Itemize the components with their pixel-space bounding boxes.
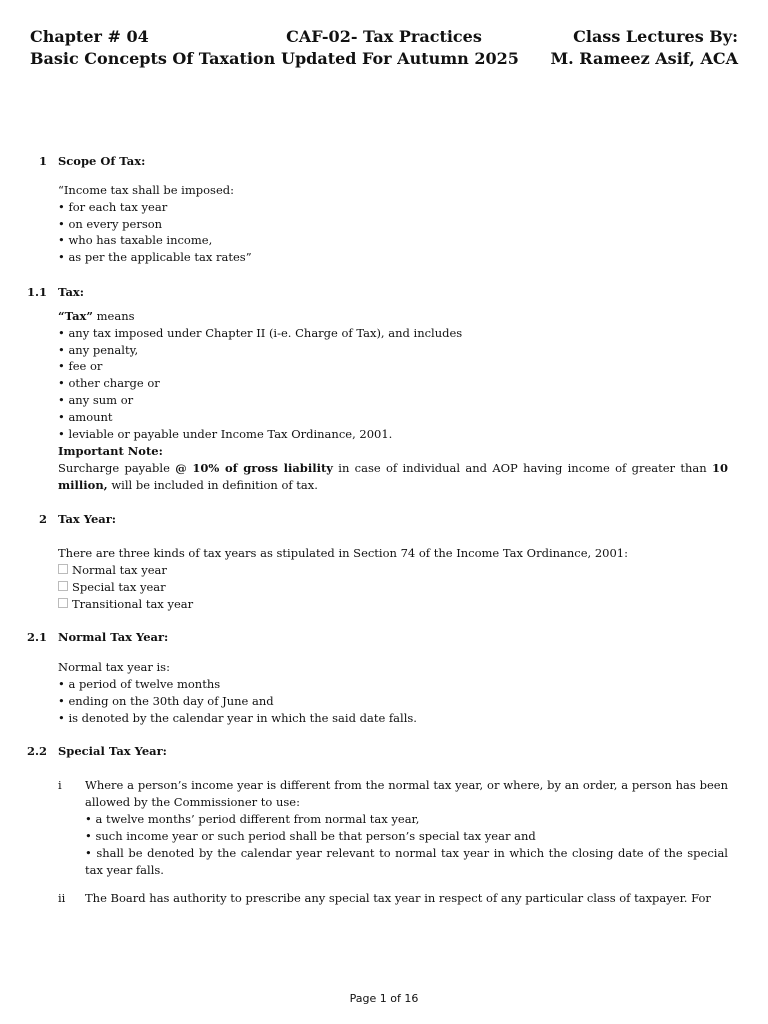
list-item: • other charge or [58, 376, 160, 390]
normal-tax-year-intro: Normal tax year is: [58, 660, 170, 674]
note-text: will be included in definition of tax. [107, 477, 318, 492]
note-text: Surcharge payable [58, 461, 176, 475]
list-item: • any penalty, [58, 343, 139, 357]
lecturer-label: Class Lectures By: [573, 27, 738, 46]
list-item-label: Normal tax year [72, 563, 167, 577]
header-center [281, 26, 519, 70]
section-number: 1.1 [26, 285, 47, 299]
header-left [30, 26, 275, 70]
clause-text: The Board has authority to prescribe any special tax year in respect of any particular class of taxpayer. For [85, 891, 711, 905]
list-item: • a period of twelve months [58, 677, 221, 691]
chapter-number: Chapter # 04 [30, 27, 149, 46]
scope-intro: “Income tax shall be imposed: [58, 183, 234, 197]
section-title: Scope Of Tax: [58, 154, 146, 168]
list-item: • on every person [58, 217, 163, 231]
lecturer-name: M. Rameez Asif, ACA [550, 49, 738, 68]
important-note-text [58, 460, 728, 494]
header-right [550, 26, 738, 70]
list-item: • such income year or such period shall be that person’s special tax year and [85, 829, 536, 843]
checkbox-icon [58, 564, 68, 574]
list-item: • any tax imposed under Chapter II (i-e. Charge of Tax), and includes [58, 326, 463, 340]
list-item: • leviable or payable under Income Tax Ordinance, 2001. [58, 427, 393, 441]
list-item [58, 579, 166, 596]
note-text: in case of individual and AOP having income of greater than [332, 461, 712, 475]
list-item: • fee or [58, 359, 103, 373]
section-title: Special Tax Year: [58, 744, 167, 758]
list-item: • shall be denoted by the calendar year relevant to normal tax year in which the closing date of the special tax year falls. [85, 846, 728, 877]
clause-number: i [58, 778, 62, 792]
section-number: 1 [38, 154, 47, 168]
course-title: CAF-02- Tax Practices [286, 27, 482, 46]
list-item: • for each tax year [58, 200, 168, 214]
list-item: • is denoted by the calendar year in which the said date falls. [58, 711, 417, 725]
course-update: Updated For Autumn 2025 [281, 49, 519, 68]
list-item-label: Transitional tax year [72, 597, 194, 611]
chapter-title: Basic Concepts Of Taxation [30, 49, 276, 68]
clause-number: ii [58, 891, 66, 905]
list-item-label: Special tax year [72, 580, 166, 594]
clause-text: Where a person’s income year is different from the normal tax year, or where, by an order, a person has been allowed by the Commissioner to use: [85, 778, 728, 809]
page-number: Page 1 of 16 [349, 992, 419, 1005]
list-item: • amount [58, 410, 113, 424]
list-item [58, 562, 167, 579]
tax-term: “Tax” [58, 309, 93, 323]
list-item: • any sum or [58, 393, 134, 407]
section-title: Tax Year: [58, 512, 117, 526]
section-number: 2.1 [26, 630, 47, 644]
note-threshold: 10 million, [58, 461, 728, 492]
section-title: Tax: [58, 285, 85, 299]
list-item: • as per the applicable tax rates” [58, 250, 252, 264]
list-item [58, 596, 193, 613]
section-number: 2.2 [26, 744, 47, 758]
list-item: • ending on the 30th day of June and [58, 694, 274, 708]
tax-year-intro: There are three kinds of tax years as stipulated in Section 74 of the Income Tax Ordinance, 2001: [58, 546, 628, 560]
important-note-title: Important Note: [58, 444, 163, 458]
section-number: 2 [38, 512, 47, 526]
tax-means-text: means [93, 309, 135, 323]
note-rate: @ 10% of gross liability [175, 461, 333, 475]
tax-means [58, 308, 135, 325]
checkbox-icon [58, 598, 68, 608]
section-title: Normal Tax Year: [58, 630, 169, 644]
list-item: • a twelve months’ period different from normal tax year, [85, 812, 420, 826]
list-item: • who has taxable income, [58, 233, 213, 247]
checkbox-icon [58, 581, 68, 591]
